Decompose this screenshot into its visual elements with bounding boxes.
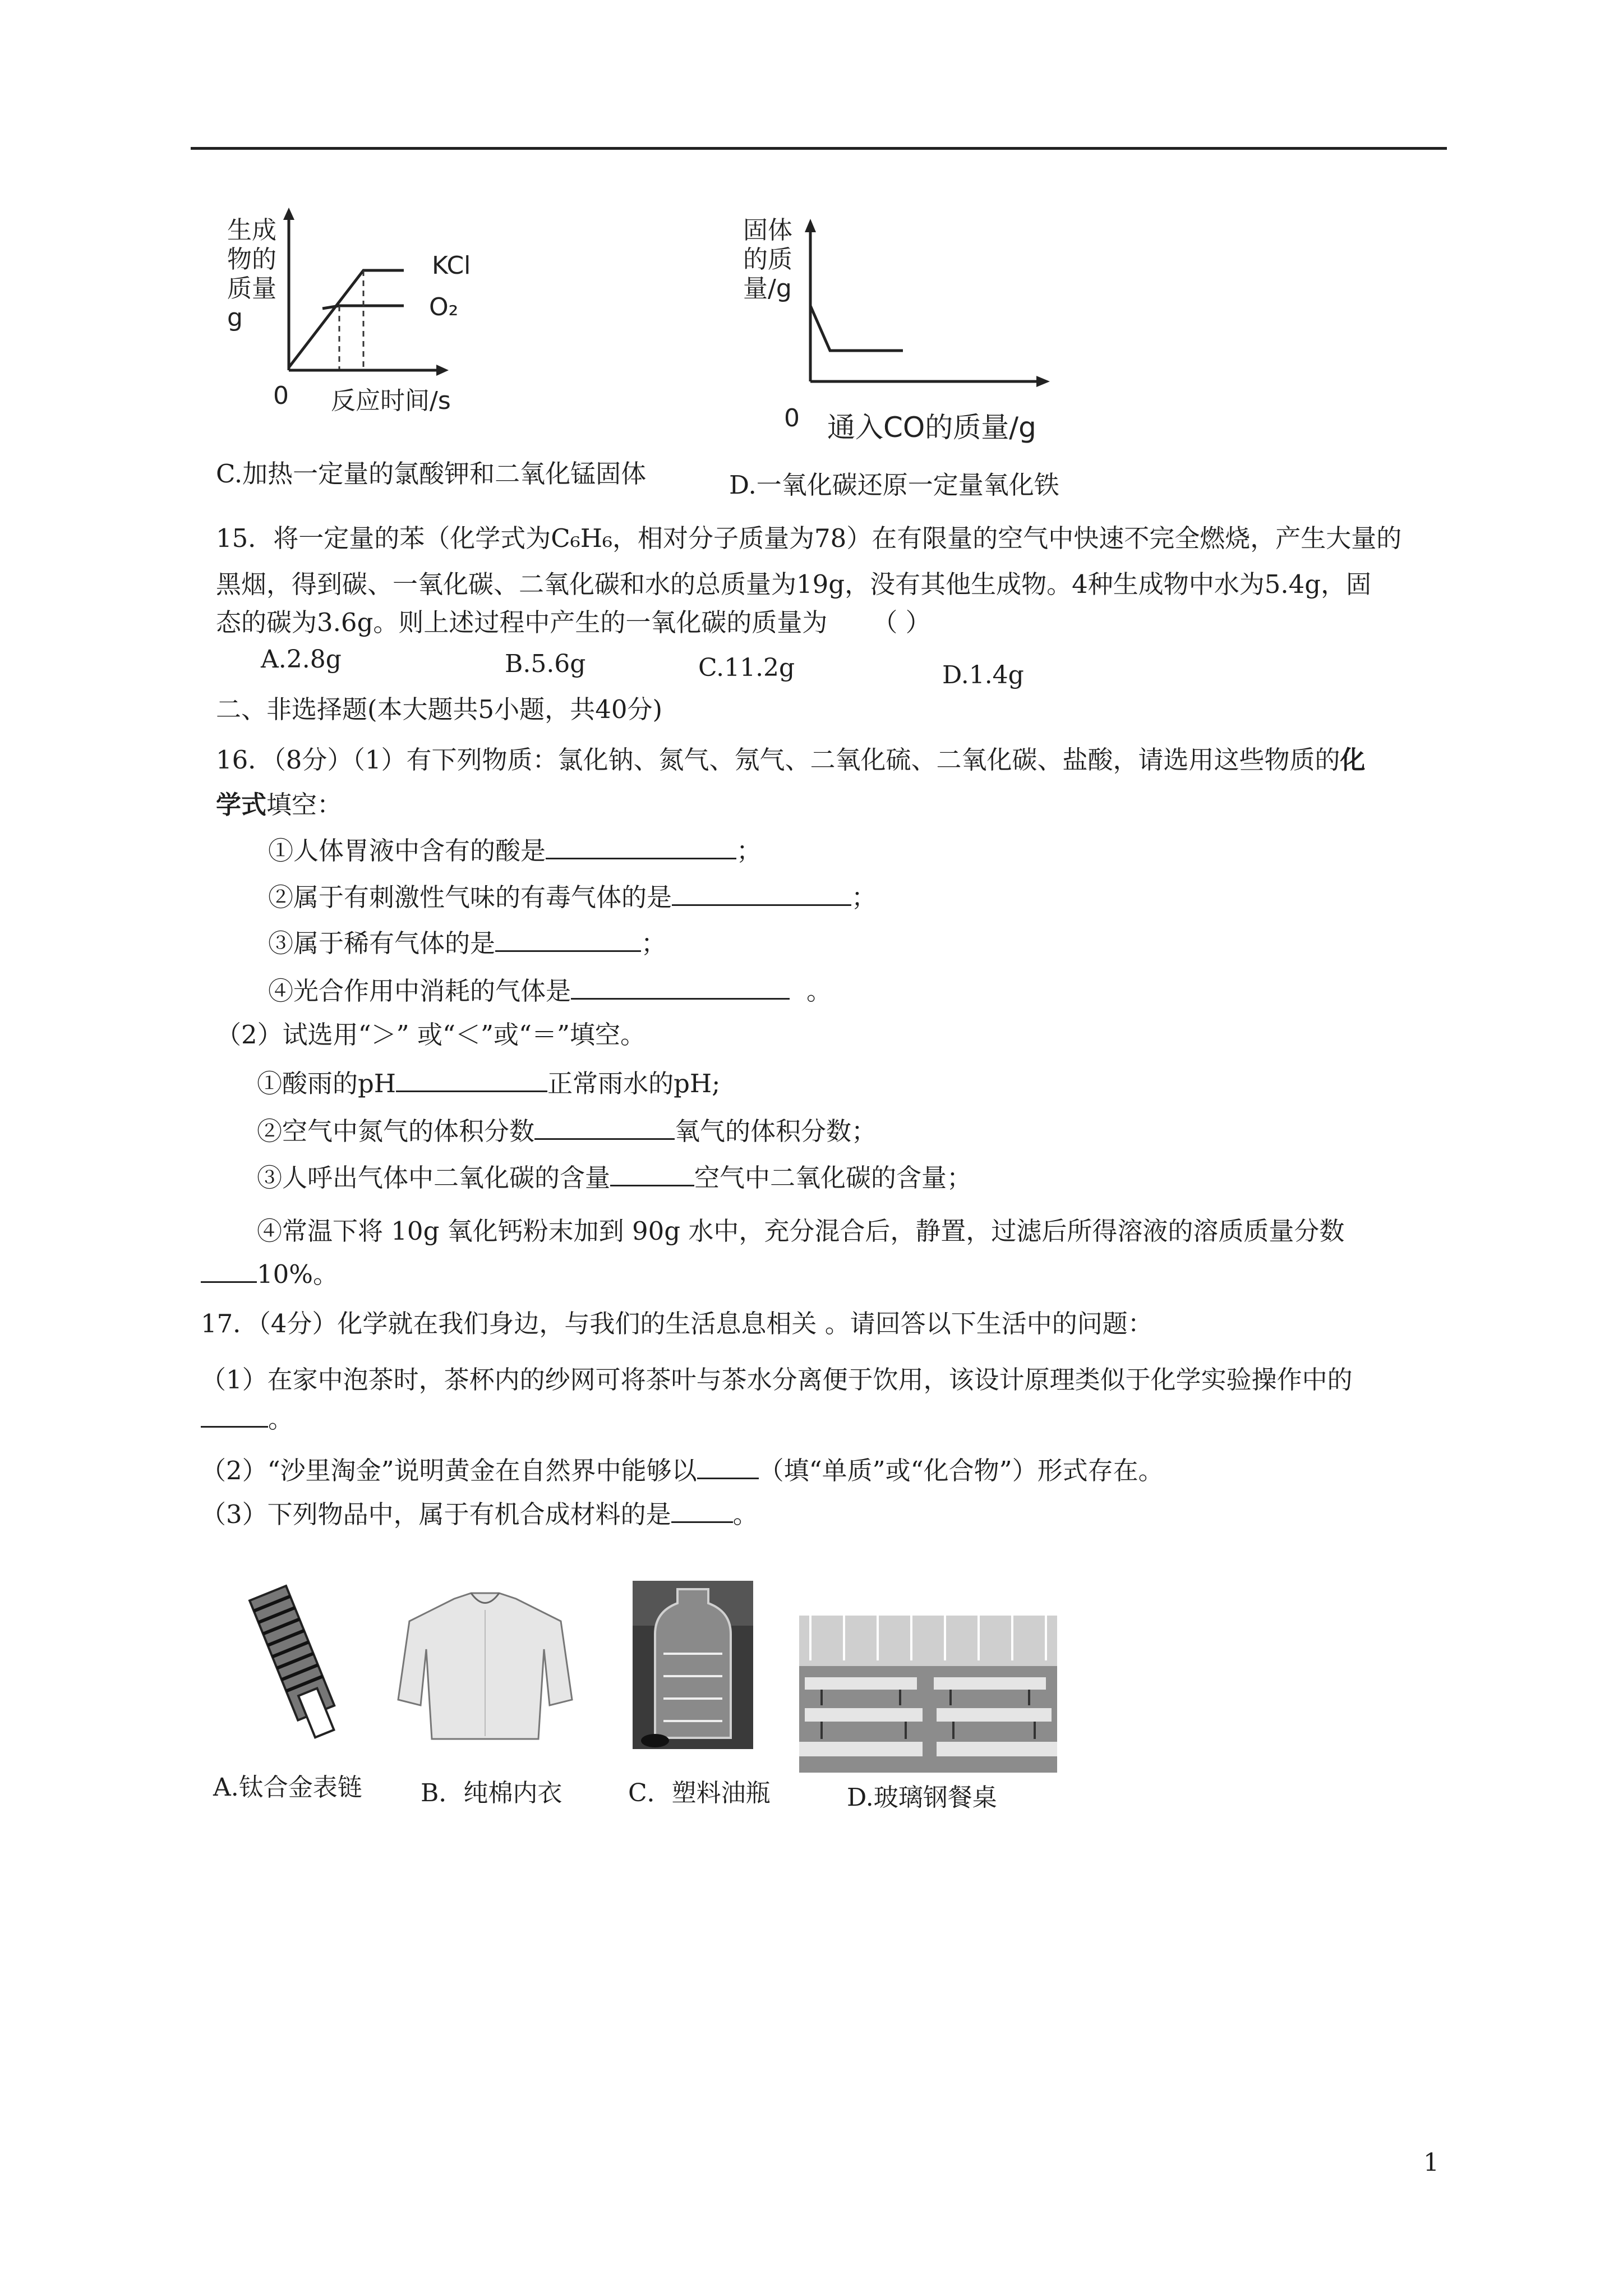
q16-p1-item-1: ①人体胃液中含有的酸是 ； — [268, 833, 762, 868]
q17-p3: （3）下列物品中，属于有机合成材料的是 。 — [201, 1497, 758, 1531]
answer-blank[interactable] — [546, 833, 736, 859]
q17-intro: 17．（4分）化学就在我们身边，与我们的生活息息相关 。请回答以下生活中的问题： — [201, 1309, 1153, 1338]
graph-c-origin: 0 — [273, 381, 289, 410]
q17-p1-line1: （1）在家中泡茶时，茶杯内的纱网可将茶叶与茶水分离便于饮用，该设计原理类似于化学实验操作中的 — [201, 1365, 1353, 1395]
answer-blank[interactable] — [697, 1453, 759, 1479]
q15-line1: 15．将一定量的苯（化学式为C₆H₆，相对分子质量为78）在有限量的空气中快速不完全燃烧，产生大量的 — [216, 523, 1402, 553]
q15-option-c: C.11.2g — [698, 654, 795, 682]
section-2-title: 二、非选择题(本大题共5小题，共40分) — [216, 694, 663, 724]
answer-blank[interactable] — [672, 880, 851, 906]
q17-p1-line2: 。 — [201, 1401, 293, 1436]
q17-caption-a: A.钛合金表链 — [213, 1773, 362, 1802]
q16-p1-item-3: ③属于稀有气体的是 ； — [268, 926, 666, 960]
answer-blank[interactable] — [534, 1114, 675, 1140]
q16-intro-line2: 学式填空： — [216, 790, 343, 820]
answer-blank[interactable] — [201, 1257, 257, 1283]
q15-answer-paren: （ ） — [872, 608, 931, 637]
q17-caption-c: C．塑料油瓶 — [628, 1779, 771, 1807]
q17-caption-d: D.玻璃钢餐桌 — [847, 1783, 997, 1812]
header-rule — [191, 147, 1447, 150]
answer-blank[interactable] — [610, 1160, 694, 1186]
graph-d-origin: 0 — [784, 404, 800, 432]
q16-p2-intro: （2）试选用“＞” 或“＜”或“＝”填空。 — [216, 1020, 645, 1050]
watch-band-image — [247, 1582, 348, 1750]
graph-d-xlabel: 通入CO的质量/g — [827, 411, 1036, 444]
q16-intro-line1: 16．（8分）（1）有下列物质：氯化钠、氮气、氖气、二氧化硫、二氧化碳、盐酸，请选用这些物质的化 — [216, 745, 1366, 775]
graph-c-ylabel: 生成 物的 质量 g — [227, 216, 276, 332]
q15-line2: 黑烟，得到碳、一氧化碳、二氧化碳和水的总质量为19g，没有其他生成物。4种生成物中水为5.4g，固 — [216, 569, 1372, 599]
dining-tables-image — [799, 1616, 1057, 1773]
q16-p1-item-2: ②属于有刺激性气味的有毒气体的是 ； — [268, 880, 877, 914]
answer-blank[interactable] — [396, 1066, 547, 1092]
q17-caption-b: B．纯棉内衣 — [421, 1779, 562, 1807]
q14-option-d: D.一氧化碳还原一定量氧化铁 — [729, 470, 1059, 500]
q16-p2-item-3: ③人呼出气体中二氧化碳的含量 空气中二氧化碳的含量； — [257, 1160, 972, 1195]
graph-c-series-kcl: KCl — [432, 251, 471, 280]
answer-blank[interactable] — [495, 926, 641, 952]
q15-option-a: A.2.8g — [261, 645, 342, 674]
graph-c-xlabel: 反应时间/s — [331, 386, 451, 415]
cotton-shirt-image — [393, 1588, 578, 1745]
graph-d-ylabel: 固体 的质 量/g — [743, 216, 792, 303]
q16-p2-item-4-line2: 10%。 — [201, 1257, 338, 1291]
q15-option-d: D.1.4g — [942, 661, 1024, 689]
plastic-bottle-image — [633, 1581, 753, 1749]
q14-option-c: C.加热一定量的氯酸钾和二氧化锰固体 — [216, 459, 647, 489]
answer-blank[interactable] — [201, 1401, 268, 1428]
answer-blank[interactable] — [571, 973, 790, 1000]
q16-p2-item-2: ②空气中氮气的体积分数 氧气的体积分数； — [257, 1114, 877, 1148]
q16-p2-item-4-line1: ④常温下将 10g 氧化钙粉末加到 90g 水中，充分混合后，静置，过滤后所得溶液的溶质质量分数 — [257, 1216, 1345, 1246]
page-number: 1 — [1423, 2148, 1439, 2177]
q16-p2-item-1: ①酸雨的pH 正常雨水的pH; — [257, 1066, 720, 1101]
graph-c-plot — [269, 208, 454, 393]
graph-d-plot — [796, 219, 1054, 409]
q15-line3: 态的碳为3.6g。则上述过程中产生的一氧化碳的质量为 （ ） — [216, 608, 931, 637]
q15-option-b: B.5.6g — [505, 650, 586, 678]
answer-blank[interactable] — [671, 1497, 733, 1523]
q16-p1-item-4: ④光合作用中消耗的气体是 。 — [268, 973, 832, 1008]
q17-p2: （2）“沙里淘金”说明黄金在自然界中能够以 （填“单质”或“化合物”）形式存在。 — [201, 1453, 1164, 1488]
graph-c-series-o2: O₂ — [429, 293, 459, 321]
